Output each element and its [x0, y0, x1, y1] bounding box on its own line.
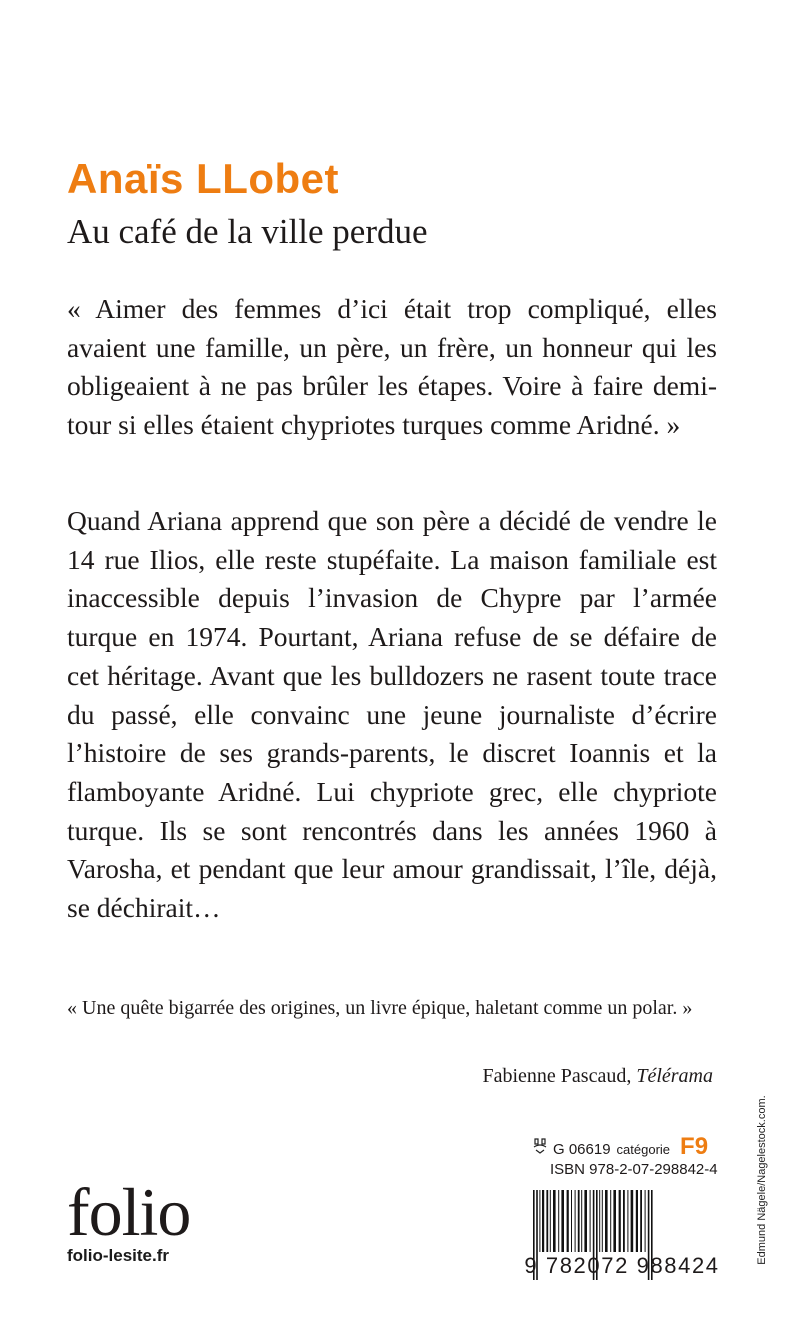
- isbn-number: ISBN 978-2-07-298842-4: [550, 1161, 718, 1178]
- barcode-bar: [590, 1190, 591, 1252]
- excerpt-quote: « Aimer des femmes d’ici était trop compliqué, elles avaient une famille, un père, un frère, un honneur qui les obligeaient à ne pas brûler les étapes. Voire à faire demi-tour si elles étaient chypriotes turques comme Aridné. »: [67, 293, 717, 441]
- barcode-number: 9 782072 988424: [524, 1253, 720, 1278]
- barcode-bar: [613, 1190, 616, 1252]
- barcode-bar: [599, 1190, 600, 1252]
- barcode-bar: [631, 1190, 634, 1252]
- paper-recycle-icon: [533, 1138, 547, 1158]
- barcode-bar: [539, 1190, 540, 1252]
- category-badge: F9: [680, 1133, 709, 1160]
- barcode-bar: [584, 1190, 587, 1252]
- barcode-bar: [627, 1190, 628, 1252]
- barcode-bar: [645, 1190, 646, 1252]
- barcode-bar: [546, 1190, 548, 1252]
- barcode-bar: [636, 1190, 638, 1252]
- barcode-bar: [571, 1190, 572, 1252]
- product-code-row: [533, 1133, 708, 1161]
- author-name: Anaïs LLobet: [67, 155, 340, 202]
- product-code: G 06619: [553, 1141, 611, 1158]
- barcode-bar: [610, 1190, 611, 1252]
- publisher-logo: folio: [67, 1174, 191, 1250]
- barcode-bar: [550, 1190, 551, 1252]
- barcode-bar: [619, 1190, 621, 1252]
- barcode-bar: [640, 1190, 642, 1252]
- publisher-site: folio-lesite.fr: [67, 1246, 170, 1265]
- barcode-bar: [581, 1190, 582, 1252]
- barcode-bar: [558, 1190, 559, 1252]
- review-source: Télérama: [636, 1065, 713, 1087]
- barcode-bar: [561, 1190, 564, 1252]
- barcode-bar: [605, 1190, 608, 1252]
- barcode-bar: [578, 1190, 580, 1252]
- barcode-bar: [567, 1190, 569, 1252]
- barcode-bar: [602, 1190, 603, 1252]
- category-label: catégorie: [616, 1142, 671, 1157]
- reviewer-name: Fabienne Pascaud,: [482, 1065, 632, 1087]
- barcode-bar: [623, 1190, 625, 1252]
- review-attribution: [482, 1062, 713, 1090]
- barcode-bar: [553, 1190, 556, 1252]
- barcode-bar: [575, 1190, 576, 1252]
- press-review: « Une quête bigarrée des origines, un livre épique, haletant comme un polar. »: [67, 997, 693, 1019]
- barcode-bar: [542, 1190, 544, 1252]
- book-summary: Quand Ariana apprend que son père a décidé de vendre le 14 rue Ilios, elle reste stupéfaite. La maison familiale est inaccessible depuis l’invasion de Chypre par l’armée turque en 1974. Pourtant, Ariana refuse de se défaire de cet héritage. Avant que les bulldozers ne rasent toute trace du passé, elle convainc une jeune journaliste d’écrire l’histoire de ses grands-parents, le discret Ioannis et la flamboyante Aridné. Lui chypriote grec, elle chypriote turque. Ils se sont rencontrés dans les années 1960 à Varosha, et pendant que leur amour grandissait, l’île, déjà, se déchirait…: [67, 505, 717, 924]
- photo-credit: Edmund Nägele/Nagelestock.com.: [756, 1095, 768, 1265]
- book-title: Au café de la ville perdue: [67, 212, 428, 251]
